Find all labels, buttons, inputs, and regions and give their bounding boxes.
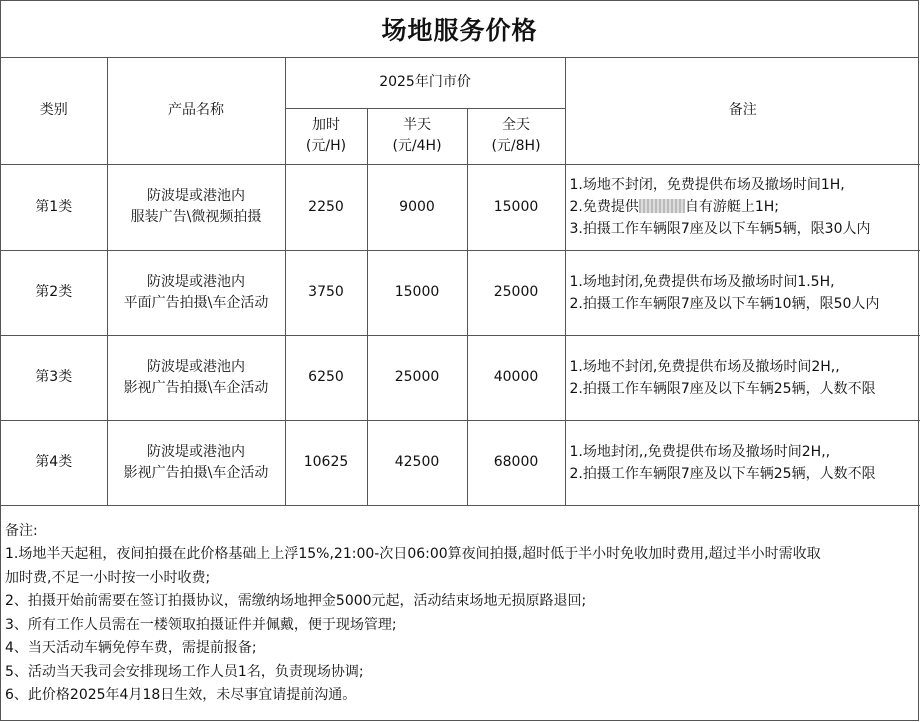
footer-line: 1.场地半天起租，夜间拍摄在此价格基础上上浮15%,21:00-次日06:00算夜间拍摄,超时低于半小时免收加时费用,超过半小时需收取: [5, 546, 821, 562]
table-row: [1, 335, 920, 420]
header-product: 产品名称: [107, 58, 285, 164]
product-line: 影视广告拍摄\车企活动: [123, 379, 269, 396]
row-half-day-price: 9000: [367, 164, 467, 250]
note-line: 2.拍摄工作车辆限7座及以下车辆25辆，人数不限: [569, 380, 876, 397]
row-category: 第3类: [1, 335, 107, 420]
note-line: 2.拍摄工作车辆限7座及以下车辆10辆，限50人内: [569, 295, 880, 312]
product-line: 服装广告\微视频拍摄: [130, 209, 262, 225]
row-hourly-price: 3750: [285, 250, 367, 335]
redacted-mask: [639, 199, 685, 213]
header-hourly-unit: (元/H): [305, 138, 347, 154]
footer-heading: 备注:: [5, 522, 38, 539]
footer-line: 加时费,不足一小时按一小时收费;: [5, 569, 211, 586]
footer-notes: [1, 506, 918, 708]
row-product: [107, 164, 285, 250]
table-row: [1, 164, 920, 250]
note-line: 2.拍摄工作车辆限7座及以下车辆25辆，人数不限: [569, 465, 876, 482]
row-product: [107, 250, 285, 335]
table-row: [1, 420, 920, 505]
header-full-day-label: 全天: [502, 117, 530, 133]
note-line: 1.场地封闭,免费提供布场及撤场时间1.5H,: [569, 273, 835, 290]
note-line: 3.拍摄工作车辆限7座及以下车辆5辆，限30人内: [569, 221, 871, 237]
header-full-day: [467, 108, 565, 164]
header-half-day-label: 半天: [403, 117, 431, 133]
note-line: 1.场地不封闭，免费提供布场及撤场时间1H,: [569, 177, 845, 193]
row-category: 第2类: [1, 250, 107, 335]
row-hourly-price: 6250: [285, 335, 367, 420]
row-full-day-price: 40000: [467, 335, 565, 420]
row-full-day-price: 25000: [467, 250, 565, 335]
product-line: 防波堤或港池内: [147, 443, 245, 460]
header-hourly-label: 加时: [312, 117, 340, 133]
note-line: [570, 196, 920, 218]
row-product: [107, 420, 285, 505]
row-notes: [565, 420, 920, 505]
footer-line: 2、拍摄开始前需要在签订拍摄协议，需缴纳场地押金5000元起，活动结束场地无损原路退回;: [5, 593, 587, 609]
product-line: 影视广告拍摄\车企活动: [123, 464, 269, 481]
row-category: 第1类: [1, 164, 107, 250]
row-notes: [565, 335, 920, 420]
header-half-day-unit: (元/4H): [392, 138, 442, 154]
row-hourly-price: 10625: [285, 420, 367, 505]
footer-line: 6、此价格2025年4月18日生效，未尽事宜请提前沟通。: [5, 687, 357, 703]
header-category: 类别: [1, 58, 107, 164]
table-row: [1, 250, 920, 335]
product-line: 平面广告拍摄\车企活动: [123, 294, 269, 311]
row-hourly-price: 2250: [285, 164, 367, 250]
product-line: 防波堤或港池内: [147, 358, 245, 375]
product-line: 防波堤或港池内: [147, 188, 245, 204]
header-hourly: [285, 108, 367, 164]
footer-line: 4、当天活动车辆免停车费，需提前报备;: [5, 640, 257, 656]
header-remarks: 备注: [565, 58, 920, 164]
row-full-day-price: 15000: [467, 164, 565, 250]
note-line: 1.场地封闭,,免费提供布场及撤场时间2H,,: [569, 443, 831, 460]
price-table: [1, 58, 920, 506]
note-fragment: 自有游艇上1H;: [684, 199, 780, 215]
row-half-day-price: 42500: [367, 420, 467, 505]
note-line: 1.场地不封闭,免费提供布场及撤场时间2H,,: [569, 358, 840, 375]
product-line: 防波堤或港池内: [147, 273, 245, 290]
footer-line: 5、活动当天我司会安排现场工作人员1名，负责现场协调;: [5, 663, 364, 680]
note-fragment: 2.免费提供: [569, 199, 639, 215]
row-product: [107, 335, 285, 420]
row-notes: [565, 164, 920, 250]
row-notes: [565, 250, 920, 335]
row-half-day-price: 25000: [367, 335, 467, 420]
page-title: 场地服务价格: [1, 1, 918, 58]
row-category: 第4类: [1, 420, 107, 505]
row-half-day-price: 15000: [367, 250, 467, 335]
header-full-day-unit: (元/8H): [491, 138, 541, 154]
row-full-day-price: 68000: [467, 420, 565, 505]
footer-line: 3、所有工作人员需在一楼领取拍摄证件并佩戴，便于现场管理;: [5, 616, 397, 633]
header-price-group: 2025年门市价: [285, 58, 565, 108]
header-half-day: [367, 108, 467, 164]
